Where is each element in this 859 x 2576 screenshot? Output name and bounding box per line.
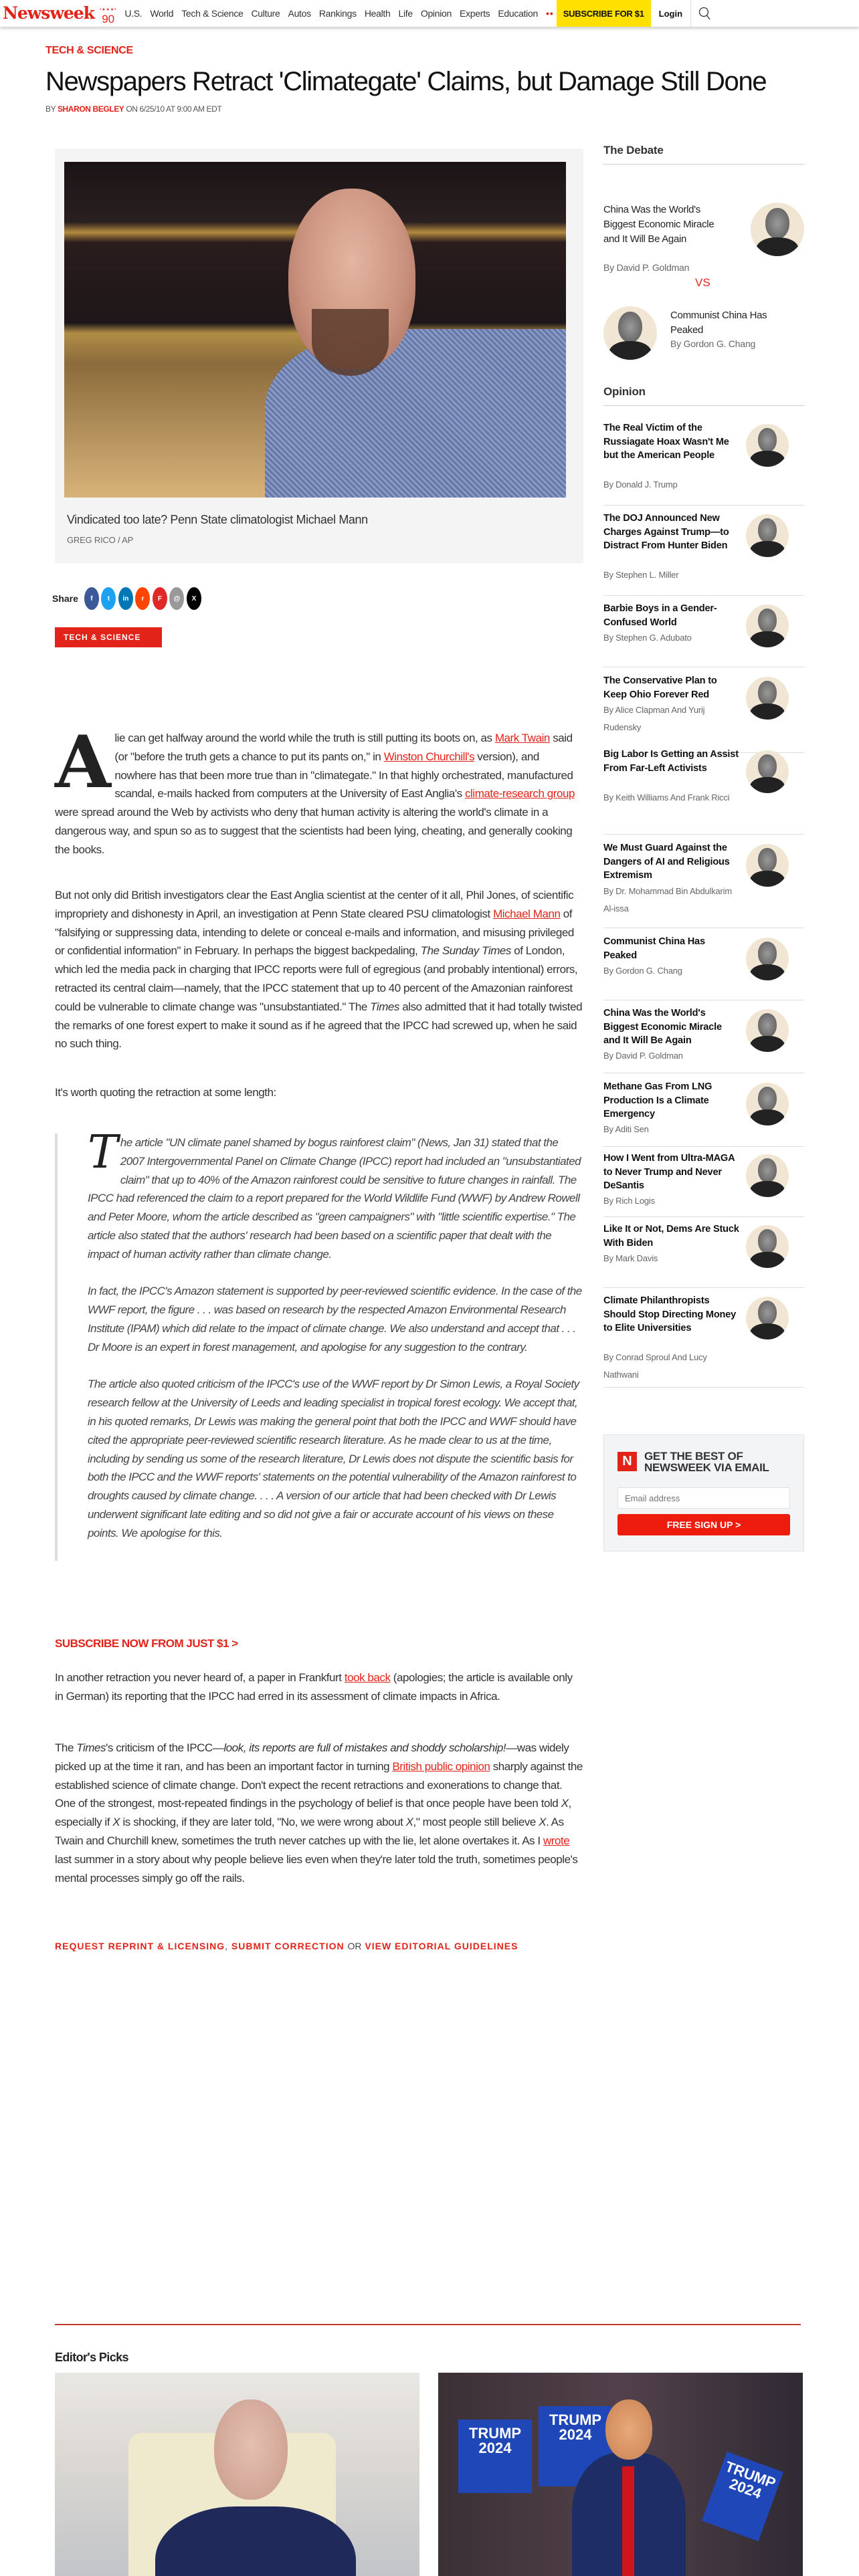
reprint-licensing-link[interactable]: REQUEST REPRINT & LICENSING: [55, 1941, 225, 1951]
debate-article-b[interactable]: Communist China Has Peaked: [670, 310, 767, 336]
author-avatar: [746, 424, 789, 467]
nav-life[interactable]: Life: [398, 8, 413, 19]
opinion-item[interactable]: [603, 1294, 804, 1388]
link-british-public-opinion[interactable]: British public opinion: [392, 1759, 490, 1773]
article-footer-links: REQUEST REPRINT & LICENSING, SUBMIT CORRECTION OR VIEW EDITORIAL GUIDELINES: [55, 1941, 518, 1951]
lead-photo: [64, 162, 566, 498]
section-kicker[interactable]: TECH & SCIENCE: [45, 45, 133, 56]
debate-article-a[interactable]: China Was the World's Biggest Economic Miracle and It Will Be Again: [603, 204, 714, 245]
versus-label: VS: [695, 276, 710, 289]
newsletter-title: GET THE BEST OF NEWSWEEK VIA EMAIL: [644, 1450, 769, 1474]
email-icon[interactable]: @: [169, 587, 184, 610]
link-michael-mann[interactable]: Michael Mann: [493, 907, 561, 920]
author-avatar: [746, 1154, 789, 1197]
article-title: Newspapers Retract 'Climategate' Claims, but Damage Still Done: [45, 67, 767, 96]
newsweek-logo[interactable]: Newsweek: [3, 3, 95, 23]
paragraph-3: It's worth quoting the retraction at some length:: [55, 1086, 276, 1099]
nav-health[interactable]: Health: [364, 8, 391, 19]
editors-pick-card-2[interactable]: TRUMP 2024 TRUMP 2024 TRUMP 2024: [438, 2373, 803, 2576]
author-avatar: [746, 1225, 789, 1268]
author-avatar: [746, 1297, 789, 1339]
opinion-item[interactable]: [603, 674, 804, 753]
dateline: ON 6/25/10 AT 9:00 AM EDT: [126, 104, 222, 114]
opinion-item[interactable]: [603, 1080, 804, 1147]
opinion-item-title: The Real Victim of the Russiagate Hoax Wasn't Me but the American People: [603, 423, 729, 461]
link-mark-twain[interactable]: Mark Twain: [494, 732, 550, 744]
opinion-item[interactable]: [603, 602, 804, 667]
link-wrote[interactable]: wrote: [543, 1834, 570, 1847]
author-link[interactable]: SHARON BEGLEY: [57, 104, 124, 114]
author-avatar: [746, 1083, 789, 1125]
opinion-item[interactable]: [603, 748, 804, 835]
avatar-goldman: [751, 203, 804, 256]
opinion-item[interactable]: [603, 841, 804, 928]
x-icon[interactable]: X: [187, 587, 201, 610]
opinion-item-author: By Gordon G. Chang: [603, 966, 682, 976]
nav-tech-science[interactable]: Tech & Science: [181, 8, 244, 19]
nav-us[interactable]: U.S.: [124, 8, 142, 19]
opinion-item[interactable]: [603, 1222, 804, 1288]
flipboard-icon[interactable]: F: [153, 587, 167, 610]
paragraph-2: But not only did British investigators clear the East Anglia scientist at the center of it all, Phil Jones, of scientific impropriety and dishonesty in April, an investigation at Penn State cleared PSU climatologist Michael Mann of "falsifying or suppressing data, intending to delete or conceal e-mails and information, and misusing privileged or confidential information" in February. In perhaps the biggest backpedaling, The Sunday Times of London, which led the media pack in charging that IPCC reports were full of egregious (and probably intentional) errors, retracted its central claim—namely, that the IPCC statement that up to 40 percent of the Amazonian rainforest could be vulnerable to climate change was "unsubstantiated." The Times also admitted that it had totally twisted the remarks of one forest expert to make it sound as if he agreed that the IPCC had screwed up, when he said no such thing.: [55, 889, 583, 1051]
top-navigation-bar: [0, 0, 859, 27]
drop-cap: A: [55, 720, 111, 804]
opinion-item-title: Like It or Not, Dems Are Stuck With Biden: [603, 1224, 739, 1249]
link-winston-churchill[interactable]: Winston Churchill's: [383, 750, 475, 763]
linkedin-icon[interactable]: in: [118, 587, 133, 610]
opinion-item-title: The DOJ Announced New Charges Against Trump—to Distract From Hunter Biden: [603, 513, 729, 551]
opinion-item-title: We Must Guard Against the Dangers of AI and Religious Extremism: [603, 843, 730, 881]
section-divider: [55, 2324, 801, 2325]
newsweek-n-icon: N: [617, 1452, 637, 1471]
opinion-item-title: Big Labor Is Getting an Assist From Far-Left Activists: [603, 749, 739, 774]
opinion-item[interactable]: [603, 421, 804, 506]
paragraph-4: In another retraction you never heard of, a paper in Frankfurt took back (apologies; the article is available only in German) its reporting that the IPCC had erred in its assessment of climate impacts in Africa.: [55, 1671, 573, 1703]
debate-author-b: By Gordon G. Chang: [670, 338, 756, 349]
editorial-guidelines-link[interactable]: VIEW EDITORIAL GUIDELINES: [365, 1941, 518, 1951]
anniversary-badge: •★★★• 90: [100, 5, 116, 24]
nav-culture[interactable]: Culture: [251, 8, 280, 19]
nav-autos[interactable]: Autos: [288, 8, 311, 19]
paragraph-5: The Times's criticism of the IPCC—look, its reports are full of mistakes and shoddy scholarship!—was widely picked up at the time it ran, and has been an important factor in turning British public opinion sharply against the established science of climate change. Don't expect the recent retractions and exonerations to change that. One of the strongest, most-repeated findings in the psychology of belief is that once people have been told X, especially if X is shocking, if they are later told, "No, we were wrong about X," most people still believe X. As Twain and Churchill knew, sometimes the truth never catches up with the lie, let alone overtakes it. As I wrote last summer in a story about why people believe lies even when they're later told the truth, sometimes people's mental processes simply go off the rails.: [55, 1741, 583, 1885]
opinion-item-title: The Conservative Plan to Keep Ohio Forever Red: [603, 675, 717, 700]
author-avatar: [746, 750, 789, 793]
author-avatar: [746, 938, 789, 980]
opinion-item-author: By Aditi Sen: [603, 1124, 649, 1134]
search-icon[interactable]: [691, 0, 718, 27]
author-avatar: [746, 844, 789, 887]
nav-opinion[interactable]: Opinion: [420, 8, 452, 19]
photo-credit: GREG RICO / AP: [67, 535, 134, 545]
lead-figure: [55, 148, 583, 563]
stars-icon: •★★★•: [100, 8, 117, 12]
opinion-item-author: By Stephen L. Miller: [603, 570, 679, 580]
opinion-item[interactable]: [603, 935, 804, 1000]
login-button[interactable]: Login: [651, 0, 691, 27]
opinion-item[interactable]: [603, 1006, 804, 1073]
share-label: Share: [52, 593, 78, 604]
twitter-icon[interactable]: t: [101, 587, 116, 610]
opinion-item-author: By Donald J. Trump: [603, 479, 678, 490]
opinion-item-title: Climate Philanthropists Should Stop Directing Money to Elite Universities: [603, 1295, 737, 1333]
link-climate-research-group[interactable]: climate-research group: [465, 787, 575, 800]
opinion-item-title: China Was the World's Biggest Economic Miracle and It Will Be Again: [603, 1008, 722, 1046]
opinion-item-title: Methane Gas From LNG Production Is a Climate Emergency: [603, 1081, 712, 1119]
retraction-blockquote: The article "UN climate panel shamed by bogus rainforest claim" (News, Jan 31) stated that the 2007 Intergovernmental Panel on Climate Change (IPCC) report had included an "unsubstantiated claim" that up to 40% of the Amazon rainforest could be sensitive to future changes in rainfall. The IPCC had referenced the claim to a report prepared for the World Wildlife Fund (WWF) by Andrew Rowell and Peter Moore, whom the article described as "green campaigners" with "little scientific expertise." The article also stated that the authors' research had been based on a scientific paper that dealt with the impact of human activity rather than climate change. In fact, the IPCC's Amazon statement is supported by peer-reviewed scientific evidence. In the case of the WWF report, the figure . . . was based on research by the respected Amazon Environmental Research Institute (IPAM) which did relate to the impact of climate change. We also understand and accept that . . . Dr Moore is an expert in forest management, and apologise for any suggestion to the contrary. The article also quoted criticism of the IPCC's use of the WWF report by Dr Simon Lewis, a Royal Society research fellow at the University of Leeds and leading specialist in tropical forest ecology. We accept that, in his quoted remarks, Dr Lewis was making the general point that both the IPCC and WWF should have cited the appropriate peer-reviewed scientific research literature. As he made clear to us at the time, including by sending us some of the research literature, Dr Lewis does not dispute the scientific basis for both the IPCC and the WWF reports' statements on the potential vulnerability of the Amazon rainforest to droughts caused by climate change. . . . A version of our article that had been checked with Dr Lewis underwent significant late editing and so did not give a fair or accurate account of his views on these points. We apologise for this.: [55, 1134, 583, 1561]
facebook-icon[interactable]: f: [84, 587, 99, 610]
quote-drop-cap: T: [88, 1126, 118, 1179]
author-avatar: [746, 514, 789, 557]
nav-world[interactable]: World: [150, 8, 174, 19]
free-sign-up-button[interactable]: FREE SIGN UP >: [617, 1514, 790, 1535]
editors-picks-title: Editor's Picks: [55, 2351, 128, 2364]
opinion-item-author: By Conrad Sproul And Lucy Nathwani: [603, 1352, 707, 1380]
opinion-item[interactable]: [603, 512, 804, 596]
debate-heading: The Debate: [603, 144, 804, 165]
opinion-item[interactable]: [603, 1152, 804, 1217]
opinion-heading: Opinion: [603, 385, 804, 406]
main-nav: [124, 0, 546, 27]
opinion-item-author: By Keith Williams And Frank Ricci: [603, 792, 730, 802]
subscribe-button[interactable]: SUBSCRIBE FOR $1: [557, 0, 651, 27]
reddit-icon[interactable]: r: [135, 587, 150, 610]
author-avatar: [746, 605, 789, 647]
opinion-item-author: By David P. Goldman: [603, 1051, 683, 1061]
submit-correction-link[interactable]: SUBMIT CORRECTION: [231, 1941, 345, 1951]
nav-experts[interactable]: Experts: [460, 8, 490, 19]
debate-author-a: By David P. Goldman: [603, 262, 690, 273]
more-menu-icon[interactable]: ••: [545, 8, 554, 19]
opinion-item-author: By Alice Clapman And Yurij Rudensky: [603, 705, 705, 732]
editors-pick-card-1[interactable]: [55, 2373, 419, 2576]
newsletter-signup: [603, 1434, 804, 1551]
nav-education[interactable]: Education: [498, 8, 538, 19]
opinion-item-author: By Mark Davis: [603, 1253, 658, 1263]
section-tag-button[interactable]: TECH & SCIENCE: [55, 627, 162, 647]
opinion-item-title: Communist China Has Peaked: [603, 936, 705, 961]
byline: BY SHARON BEGLEY ON 6/25/10 AT 9:00 AM EDT: [45, 104, 222, 114]
author-avatar: [746, 677, 789, 720]
opinion-item-author: By Dr. Mohammad Bin Abdulkarim Al-issa: [603, 886, 732, 914]
opinion-item-author: By Stephen G. Adubato: [603, 633, 692, 643]
opinion-item-title: How I Went from Ultra-MAGA to Never Trump and Never DeSantis: [603, 1153, 735, 1191]
opinion-item-author: By Rich Logis: [603, 1196, 655, 1206]
subscribe-now-link[interactable]: SUBSCRIBE NOW FROM JUST $1 >: [55, 1637, 238, 1650]
avatar-chang: [603, 306, 657, 360]
share-bar: [52, 587, 203, 610]
link-took-back[interactable]: took back: [344, 1671, 391, 1684]
author-avatar: [746, 1009, 789, 1052]
nav-rankings[interactable]: Rankings: [318, 8, 357, 19]
photo-caption: Vindicated too late? Penn State climatologist Michael Mann: [67, 513, 368, 526]
opinion-item-title: Barbie Boys in a Gender-Confused World: [603, 603, 717, 628]
email-input[interactable]: [617, 1487, 790, 1509]
paragraph-1: Alie can get halfway around the world while the truth is still putting its boots on, as Mark Twain said (or "before the truth gets a chance to put its pants on," in Winston Churchill's version), and nowhere has that been more true than in "climategate." In that highly orchestrated, manufactured scandal, e-mails hacked from computers at the University of East Anglia's climate-research group were spread around the Web by activists who deny that human activity is altering the world's climate in a dangerous way, and spun so as to suggest that the scientists had been lying, cheating, and generally cooking the books.: [55, 720, 575, 856]
